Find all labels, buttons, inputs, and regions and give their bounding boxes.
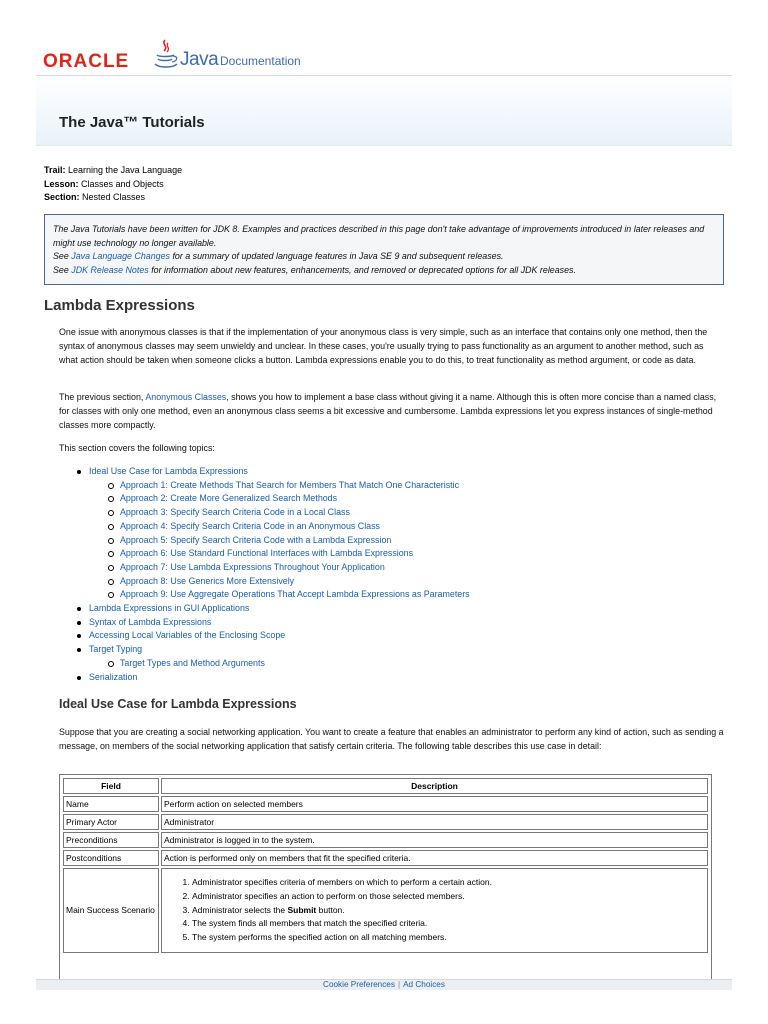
table-row	[63, 832, 708, 848]
topics-intro: This section covers the following topics:	[59, 443, 215, 453]
use-case-table	[61, 776, 710, 955]
toc-link[interactable]: Ideal Use Case for Lambda Expressions	[89, 466, 248, 476]
description-header: Description	[161, 778, 708, 794]
previous-section-paragraph	[59, 390, 724, 432]
anonymous-classes-link[interactable]: Anonymous Classes	[145, 392, 227, 402]
scenario-step: 1. Administrator specifies criteria of members on which to perform a certain action.	[192, 876, 705, 890]
para-text: , shows you how to implement a base class without giving it a name. Although this is often more concise than a named class, for classes with only one method, even an anonymous class seems a bit excessive and cumbersome. Lambda expressions let you express instances of single-method classes more compactly.	[59, 392, 717, 430]
table-header-row	[63, 778, 708, 794]
toc-item	[89, 671, 470, 685]
java-logo-text[interactable]: Java	[180, 49, 219, 70]
toc-link[interactable]: Serialization	[89, 671, 138, 682]
toc-item	[89, 643, 470, 657]
toc-link[interactable]: Accessing Local Variables of the Enclosing Scope	[89, 630, 286, 641]
notice-see-suffix: for a summary of updated language features in Java SE 9 and subsequent releases.	[172, 251, 504, 261]
toc-item	[89, 602, 470, 616]
trail-value: Learning the Java Language	[68, 165, 183, 175]
intro-paragraph: One issue with anonymous classes is that if the implementation of your anonymous class is very simple, such as an interface that contains only one method, then the syntax of anonymous classes may seem unwieldy and unclear. In these cases, you're usually trying to pass functionality as an argument to another method, such as what action should be taken when someone clicks a button. Lambda expressions enable you to do this, to treat functionality as method argument, or code as data.	[59, 327, 708, 365]
toc-item	[89, 657, 470, 671]
para-text: The previous section,	[59, 392, 144, 402]
table-row	[63, 868, 708, 953]
scenario-step: 5. The system performs the specified action on all matching members.	[192, 931, 705, 945]
table-cell-description: Action is performed only on members that fit the specified criteria.	[161, 850, 708, 866]
toc-link[interactable]: Approach 2: Create More Generalized Search Methods	[120, 493, 338, 504]
section-value: Nested Classes	[82, 192, 146, 202]
toc-item	[89, 465, 470, 479]
toc-item	[89, 492, 470, 506]
notice-line-1: The Java Tutorials have been written for JDK 8. Examples and practices described in this page don't take advantage of improvements introduced in later releases and might use technology no longer available.	[53, 224, 705, 248]
table-cell-description: Administrator	[161, 814, 708, 830]
toc-item	[89, 547, 470, 561]
section-heading: Lambda Expressions	[44, 297, 195, 314]
toc-item	[89, 506, 470, 520]
lesson-label: Lesson:	[44, 178, 79, 189]
use-case-table-wrapper	[59, 774, 712, 980]
toc-item	[89, 520, 470, 534]
table-cell-field: Primary Actor	[63, 814, 159, 830]
toc-link[interactable]: Target Types and Method Arguments	[120, 657, 265, 668]
table-cell-field: Name	[63, 796, 159, 812]
step-text: button.	[318, 904, 345, 915]
scenario-step: 2. Administrator specifies an action to perform on those selected members.	[192, 890, 705, 904]
lesson-value: Classes and Objects	[81, 178, 164, 189]
masthead	[36, 0, 732, 76]
toc-item	[89, 534, 470, 548]
toc-item	[89, 616, 470, 630]
notice-see-prefix: See	[53, 251, 69, 261]
table-cell-field: Postconditions	[63, 850, 159, 866]
scenario-step	[192, 904, 705, 918]
table-cell-description	[161, 868, 708, 953]
toc-item	[89, 629, 470, 643]
toc-link[interactable]: Approach 8: Use Generics More Extensively	[120, 575, 295, 586]
toc-link[interactable]: Syntax of Lambda Expressions	[89, 616, 212, 627]
toc-link[interactable]: Lambda Expressions in GUI Applications	[89, 603, 250, 614]
tutorial-banner	[36, 76, 732, 146]
table-cell-description: Administrator is logged in to the system.	[161, 832, 708, 848]
trail-label: Trail:	[44, 165, 66, 175]
notice-see-prefix: See	[53, 264, 69, 275]
page	[36, 0, 732, 943]
table-row	[63, 814, 708, 830]
submit-term: Submit	[287, 904, 317, 915]
toc-link[interactable]: Approach 3: Specify Search Criteria Code in a Local Class	[120, 507, 350, 518]
toc-link[interactable]: Approach 6: Use Standard Functional Interfaces with Lambda Expressions	[120, 548, 414, 559]
toc-item	[89, 479, 470, 493]
table-cell-description: Perform action on selected members	[161, 796, 708, 812]
scenario-steps	[164, 876, 705, 945]
section-label: Section:	[44, 192, 80, 202]
table-cell-field: Main Success Scenario	[63, 868, 159, 953]
jdk-release-notes-link[interactable]: JDK Release Notes	[71, 264, 149, 275]
java-language-changes-link[interactable]: Java Language Changes	[71, 251, 170, 261]
toc-link[interactable]: Approach 4: Specify Search Criteria Code in an Anonymous Class	[120, 520, 380, 531]
table-row	[63, 796, 708, 812]
toc-item	[89, 561, 470, 575]
page-title: The Java™ Tutorials	[59, 114, 205, 131]
toc-link[interactable]: Target Typing	[89, 644, 143, 655]
breadcrumb	[44, 164, 182, 205]
cookie-preferences-link[interactable]: Cookie Preferences	[323, 980, 395, 989]
toc-link[interactable]: Approach 9: Use Aggregate Operations That Accept Lambda Expressions as Parameters	[120, 589, 470, 600]
ad-choices-link[interactable]: Ad Choices	[403, 980, 445, 989]
oracle-logo[interactable]: ORACLE	[43, 51, 130, 72]
table-cell-field: Preconditions	[63, 832, 159, 848]
footer-bar	[36, 979, 732, 990]
notice-see-suffix: for information about new features, enhancements, and removed or deprecated options for all JDK releases.	[151, 264, 576, 275]
footer-separator: |	[397, 980, 401, 989]
toc-link[interactable]: Approach 1: Create Methods That Search for Members That Match One Characteristic	[120, 479, 460, 490]
field-header: Field	[63, 778, 159, 794]
topics-list	[89, 465, 470, 684]
table-row	[63, 850, 708, 866]
toc-item	[89, 575, 470, 589]
toc-link[interactable]: Approach 7: Use Lambda Expressions Throughout Your Application	[120, 561, 385, 572]
toc-link[interactable]: Approach 5: Specify Search Criteria Code with a Lambda Expression	[120, 534, 392, 545]
documentation-label: Documentation	[220, 54, 301, 68]
step-text: Administrator selects the	[192, 904, 286, 915]
scenario-step: 4. The system finds all members that match the specified criteria.	[192, 917, 705, 931]
subsection-heading: Ideal Use Case for Lambda Expressions	[59, 697, 297, 711]
use-case-paragraph: Suppose that you are creating a social networking application. You want to create a feature that enables an administrator to perform any kind of action, such as sending a message, on members of the social networking application that satisfy certain criteria. The following table describes this use case in detail:	[59, 727, 724, 751]
toc-item	[89, 588, 470, 602]
java-cup-icon	[153, 38, 179, 72]
jdk-notice	[44, 214, 724, 285]
